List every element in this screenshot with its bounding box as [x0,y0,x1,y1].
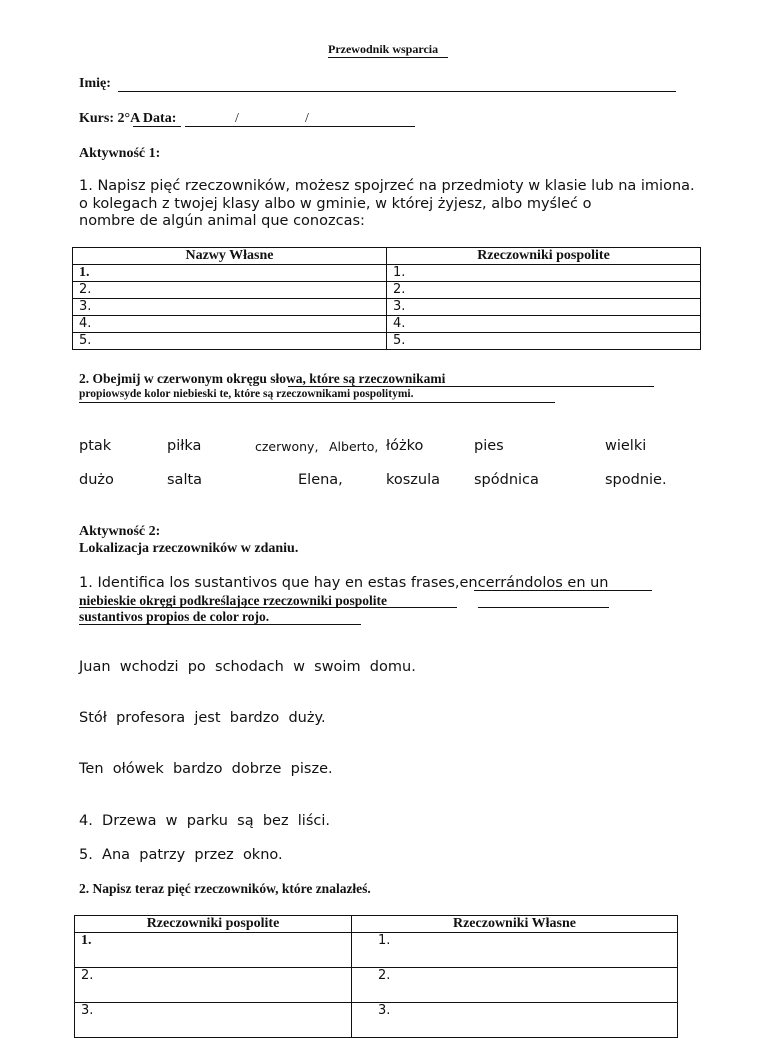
table-row [73,282,701,299]
activity2-instruction-1: 1. Identifica los sustantivos que hay en estas frases,encerrándolos en un [79,575,609,591]
task2-instruction-1: 2. Obejmij w czerwonym okręgu słowa, które są rzeczownikami [79,371,446,386]
word-item[interactable]: koszula [386,472,441,488]
table-cell[interactable]: 3. [387,299,701,316]
table2-header-proper: Rzeczowniki Własne [352,916,678,933]
task2-underline-2 [79,402,555,403]
date-separator-2: / [305,111,309,126]
activity1-table [72,247,701,350]
activity2-underline-4 [79,624,361,625]
table-cell[interactable]: 1. [352,933,678,968]
document-title: Przewodnik wsparcia [328,42,439,56]
title-underline [328,57,448,58]
table-cell[interactable]: 1. [73,265,387,282]
table-cell[interactable]: 4. [73,316,387,333]
table-row [73,299,701,316]
activity2-task2-instruction: 2. Napisz teraz pięć rzeczowników, które znalazłeś. [79,881,371,896]
activity1-instruction-3: nombre de algún animal que conozcas: [79,213,365,229]
table-cell[interactable]: 3. [352,1003,678,1038]
date-separator-1: / [235,111,239,126]
activity2-instruction-3: sustantivos propios de color rojo. [79,609,270,624]
word-item[interactable]: piłka [167,438,202,454]
word-item[interactable]: pies [474,438,504,454]
activity2-underline-1 [474,590,652,591]
activity2-underline-2 [79,607,457,608]
table-cell[interactable]: 3. [73,299,387,316]
sentence-3: Ten ołówek bardzo dobrze pisze. [79,761,333,777]
name-label: Imię: [79,76,111,91]
table-cell[interactable]: 5. [73,333,387,350]
table-cell[interactable]: 1. [387,265,701,282]
word-item[interactable]: ptak [79,438,112,454]
sentence-4: 4. Drzewa w parku są bez liści. [79,813,330,829]
table-cell[interactable]: 1. [75,933,352,968]
table-cell[interactable]: 2. [387,282,701,299]
word-item[interactable]: salta [167,472,203,488]
table-cell[interactable]: 4. [387,316,701,333]
table-row [73,265,701,282]
activity1-instruction-2: o kolegach z twojej klasy albo w gminie, w której żyjesz, albo myśleć o [79,196,592,212]
table-cell[interactable]: 5. [387,333,701,350]
sentence-1: Juan wchodzi po schodach w swoim domu. [79,659,416,675]
name-input-line[interactable] [118,91,676,92]
course-underline [133,126,181,127]
word-item[interactable]: łóżko [386,438,424,454]
table-cell[interactable]: 2. [352,968,678,1003]
word-item[interactable]: dużo [79,472,114,488]
table1-header-common: Rzeczowniki pospolite [387,248,701,265]
course-date-label: Kurs: 2°A Data: [79,111,177,126]
word-item[interactable]: spodnie. [605,472,667,488]
table-row [75,968,678,1003]
table-cell[interactable]: 2. [75,968,352,1003]
table1-header-proper: Nazwy Własne [73,248,387,265]
word-item[interactable]: spódnica [474,472,539,488]
table-cell[interactable]: 2. [73,282,387,299]
table-row [75,1003,678,1038]
activity2-table [74,915,678,1038]
task2-instruction-2: propiowsyde kolor niebieski te, które są rzeczownikami pospolitymi. [79,388,414,400]
table-row [73,333,701,350]
table2-header-common: Rzeczowniki pospolite [75,916,352,933]
word-item[interactable]: czerwony, [255,439,319,454]
activity2-subheading: Lokalizacja rzeczowników w zdaniu. [79,541,299,556]
table-row [75,933,678,968]
table-row [73,316,701,333]
word-item[interactable]: wielki [605,438,647,454]
activity1-heading: Aktywność 1: [79,146,161,161]
activity1-instruction-1: 1. Napisz pięć rzeczowników, możesz spojrzeć na przedmioty w klasie lub na imiona. [79,178,695,194]
word-item[interactable]: Elena, [298,472,343,488]
activity2-instruction-2: niebieskie okręgi podkreślające rzeczowniki pospolite [79,593,387,608]
word-item[interactable]: Alberto, [329,439,379,454]
task2-underline-1 [288,386,654,387]
table-cell[interactable]: 3. [75,1003,352,1038]
sentence-5: 5. Ana patrzy przez okno. [79,847,283,863]
activity2-heading: Aktywność 2: [79,524,161,539]
date-input-line[interactable] [185,126,415,127]
activity2-underline-3 [478,607,609,608]
sentence-2: Stół profesora jest bardzo duży. [79,710,326,726]
